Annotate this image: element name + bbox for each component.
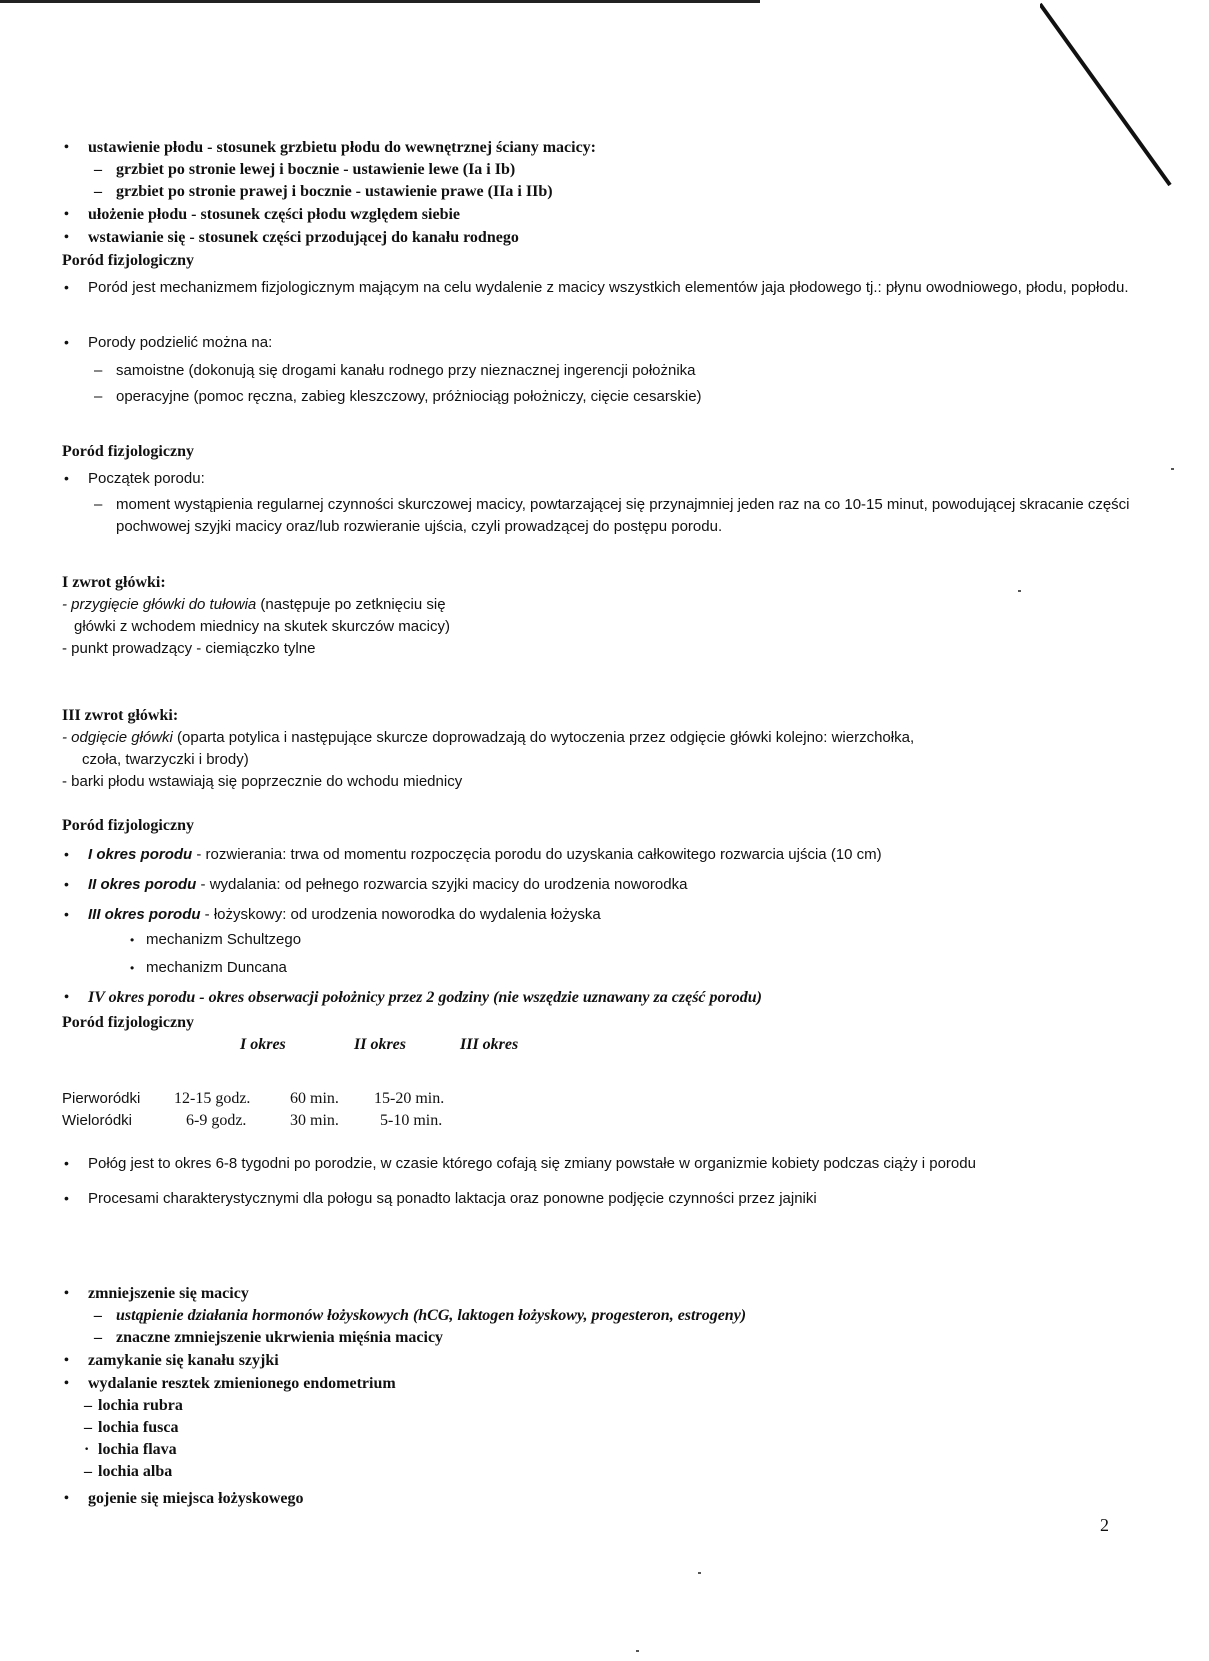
text-line: - barki płodu wstawiają się poprzecznie do wchodu miednicy xyxy=(62,773,463,790)
sub-item: · lochia flava xyxy=(84,1441,177,1458)
section-birth-stages xyxy=(62,815,1142,1009)
list-item: • II okres porodu - wydalania: od pełnego rozwarcia szyjki macicy do urodzenia noworodka xyxy=(64,876,688,893)
sub-item: – ustąpienie działania hormonów łożyskowych (hCG, laktogen łożyskowy, progesteron, estrogeny) xyxy=(94,1307,747,1324)
sub-item-text: znaczne zmniejszenie ukrwienia mięśnia macicy xyxy=(116,1329,444,1346)
text-line xyxy=(62,594,1142,616)
list-item-text: Połóg jest to okres 6-8 tygodni po porodzie, w czasie którego cofają się zmiany powstałe w organizmie kobiety podczas ciąży i porodu xyxy=(88,1155,976,1172)
table-cell: 15-20 min. xyxy=(374,1090,445,1107)
table-cell: 60 min. xyxy=(290,1090,339,1107)
sub-item-text: lochia alba xyxy=(98,1463,173,1480)
scan-speck xyxy=(636,1650,639,1652)
list-item: • Początek porodu: xyxy=(64,470,205,487)
text-line: czoła, twarzyczki i brody) xyxy=(82,751,249,768)
list-item: • ustawienie płodu - stosunek grzbietu płodu do wewnętrznej ściany macicy: xyxy=(64,139,597,156)
text-span: - rozwierania: trwa od momentu rozpoczęcia porodu do uzyskania całkowitego rozwarcia ujścia (10 cm) xyxy=(192,846,882,863)
sub-item: – samoistne (dokonują się drogami kanału rodnego przy nieznacznej ingerencji położnika xyxy=(94,362,696,379)
sub-item-text: lochia flava xyxy=(98,1441,177,1458)
scan-speck xyxy=(1018,590,1021,592)
section-heading: I zwrot główki: xyxy=(62,574,166,591)
sub-item-text: operacyjne (pomoc ręczna, zabieg kleszczowy, próżniociąg położniczy, cięcie cesarskie) xyxy=(116,388,702,405)
section-heading: III zwrot główki: xyxy=(62,707,179,724)
sub-item-text: moment wystąpienia regularnej czynności skurczowej macicy, powtarzającej się przynajmniej jeden raz na co 10-15 minut, powodującej skracanie części pochwowej szyjki macicy oraz/lub rozwieranie ujścia, czyli prowadzącej do postępu porodu. xyxy=(116,496,1130,535)
sub-item-text: grzbiet po stronie lewej i bocznie - ustawienie lewe (Ia i Ib) xyxy=(116,161,516,178)
sub-item: – lochia alba xyxy=(84,1463,173,1480)
sub-item: – grzbiet po stronie lewej i bocznie - ustawienie lewe (Ia i Ib) xyxy=(94,161,516,178)
scan-speck xyxy=(698,1572,701,1574)
section-first-turn xyxy=(62,572,1142,660)
table-cell: Pierworódki xyxy=(62,1090,141,1107)
sub-item-text: ustąpienie działania hormonów łożyskowych (hCG, laktogen łożyskowy, progesteron, estrogeny) xyxy=(116,1307,747,1324)
list-item-text: ustawienie płodu - stosunek grzbietu płodu do wewnętrznej ściany macicy: xyxy=(88,139,597,156)
text-span: - wydalania: od pełnego rozwarcia szyjki macicy do urodzenia noworodka xyxy=(196,876,688,893)
section-heading: Poród fizjologiczny xyxy=(62,1014,194,1031)
sub-item: – grzbiet po stronie prawej i bocznie - ustawienie prawe (IIa i IIb) xyxy=(94,183,553,200)
list-item-text: ułożenie płodu - stosunek części płodu względem siebie xyxy=(88,206,461,223)
table-body xyxy=(62,1090,1142,1134)
list-item-text: Poród jest mechanizmem fizjologicznym mającym na celu wydalenie z macicy wszystkich elementów jaja płodowego tj.: płynu owodniowego, płodu, popłodu. xyxy=(88,279,1129,296)
list-item-text: wstawianie się - stosunek części przodującej do kanału rodnego xyxy=(88,229,519,246)
sub-item-text: mechanizm Duncana xyxy=(146,959,287,976)
italic-term: - odgięcie główki xyxy=(62,729,173,746)
list-item-text: Porody podzielić można na: xyxy=(88,334,273,351)
section-stage-durations xyxy=(62,1012,1142,1134)
table-cell: 5-10 min. xyxy=(380,1112,443,1129)
list-item: • gojenie się miejsca łożyskowego xyxy=(64,1490,304,1507)
list-item: • I okres porodu - rozwierania: trwa od momentu rozpoczęcia porodu do uzyskania całkowitego rozwarcia ujścia (10 cm) xyxy=(64,846,882,863)
sub-item-text: samoistne (dokonują się drogami kanału rodnego przy nieznacznej ingerencji położnika xyxy=(116,362,696,379)
scan-speck xyxy=(1171,468,1174,470)
section-third-turn xyxy=(62,705,1142,793)
sub-item-text: grzbiet po stronie prawej i bocznie - ustawienie prawe (IIa i IIb) xyxy=(116,183,553,200)
list-item: • wydalanie resztek zmienionego endometrium xyxy=(64,1375,396,1392)
list-item-text: gojenie się miejsca łożyskowego xyxy=(88,1490,304,1507)
text-span: - łożyskowy: od urodzenia noworodka do wydalenia łożyska xyxy=(200,906,601,923)
page-number: 2 xyxy=(1100,1515,1109,1535)
sub-item-text: lochia fusca xyxy=(98,1419,179,1436)
sub-item: – operacyjne (pomoc ręczna, zabieg kleszczowy, próżniociąg położniczy, cięcie cesarskie) xyxy=(94,388,702,405)
text-line: główki z wchodem miednicy na skutek skurczów macicy) xyxy=(74,618,450,635)
table-cell: Wieloródki xyxy=(62,1112,133,1129)
list-item-text: Procesami charakterystycznymi dla połogu są ponadto laktacja oraz ponowne podjęcie czynności przez jajniki xyxy=(88,1190,817,1207)
table-cell: 12-15 godz. xyxy=(174,1090,251,1107)
sub-item-text: mechanizm Schultzego xyxy=(146,931,302,948)
sub-item: • mechanizm Duncana xyxy=(130,959,287,976)
sub-item: – lochia fusca xyxy=(84,1419,179,1436)
sub-item: • mechanizm Schultzego xyxy=(130,931,302,948)
list-item: • Porody podzielić można na: xyxy=(64,334,273,351)
list-item-text: zmniejszenie się macicy xyxy=(88,1285,249,1302)
text-line: - punkt prowadzący - ciemiączko tylne xyxy=(62,640,316,657)
italic-term: II okres porodu xyxy=(88,876,197,893)
section-heading: Poród fizjologiczny xyxy=(62,817,194,834)
list-item-text: wydalanie resztek zmienionego endometrium xyxy=(88,1375,396,1392)
list-item: • Połóg jest to okres 6-8 tygodni po porodzie, w czasie którego cofają się zmiany powstałe w organizmie kobiety podczas ciąży i porodu xyxy=(64,1155,976,1172)
italic-term: III okres porodu xyxy=(88,906,201,923)
italic-term: - przygięcie główki do tułowia xyxy=(62,596,257,613)
sub-item-text: lochia rubra xyxy=(98,1397,183,1414)
list-item: • wstawianie się - stosunek części przodującej do kanału rodnego xyxy=(64,229,519,246)
sub-item: – moment wystąpienia regularnej czynności skurczowej macicy, powtarzającej się przynajmniej jeden raz na co 10-15 minut, powodującej skracanie części pochwowej szyjki macicy oraz/lub rozwieranie ujścia, czyli prowadzącej do postępu porodu. xyxy=(94,496,1130,535)
list-item: • ułożenie płodu - stosunek części płodu względem siebie xyxy=(64,206,461,223)
list-item: • zmniejszenie się macicy xyxy=(64,1285,249,1302)
section-puerperium-processes xyxy=(62,1282,1142,1510)
section-physiological-birth-1 xyxy=(62,250,1142,408)
section-heading: Poród fizjologiczny xyxy=(62,252,194,269)
sub-item: – lochia rubra xyxy=(84,1397,183,1414)
column-header: II okres xyxy=(354,1036,407,1053)
list-item: • III okres porodu - łożyskowy: od urodzenia noworodka do wydalenia łożyska xyxy=(64,906,601,923)
text-span: (oparta potylica i następujące skurcze doprowadzają do wytoczenia przez odgięcie główki kolejno: wierzchołka, xyxy=(172,729,915,746)
section-fetal-position xyxy=(62,136,1142,249)
list-item-text: IV okres porodu - okres obserwacji położnicy przez 2 godziny (nie wszędzie uznawany za część porodu) xyxy=(88,989,762,1006)
column-header: I okres xyxy=(240,1036,286,1053)
table-cell: 30 min. xyxy=(290,1112,339,1129)
list-item: • zamykanie się kanału szyjki xyxy=(64,1352,279,1369)
table-header xyxy=(62,1034,1142,1074)
list-item-text: zamykanie się kanału szyjki xyxy=(88,1352,279,1369)
list-item: • IV okres porodu - okres obserwacji położnicy przez 2 godziny (nie wszędzie uznawany za część porodu) xyxy=(64,989,762,1006)
list-item-text: Początek porodu: xyxy=(88,470,205,487)
text-span: (następuje po zetknięciu się xyxy=(256,596,446,613)
column-header: III okres xyxy=(460,1036,519,1053)
italic-term: I okres porodu xyxy=(88,846,193,863)
section-heading: Poród fizjologiczny xyxy=(62,443,194,460)
table-cell: 6-9 godz. xyxy=(186,1112,247,1129)
text-line xyxy=(62,727,1142,749)
list-item: • Poród jest mechanizmem fizjologicznym mającym na celu wydalenie z macicy wszystkich elementów jaja płodowego tj.: płynu owodniowego, płodu, popłodu. xyxy=(64,279,1129,296)
list-item: • Procesami charakterystycznymi dla połogu są ponadto laktacja oraz ponowne podjęcie czynności przez jajniki xyxy=(64,1190,817,1207)
sub-item: – znaczne zmniejszenie ukrwienia mięśnia macicy xyxy=(94,1329,444,1346)
section-physiological-birth-2 xyxy=(62,441,1142,538)
section-puerperium xyxy=(62,1152,1142,1210)
